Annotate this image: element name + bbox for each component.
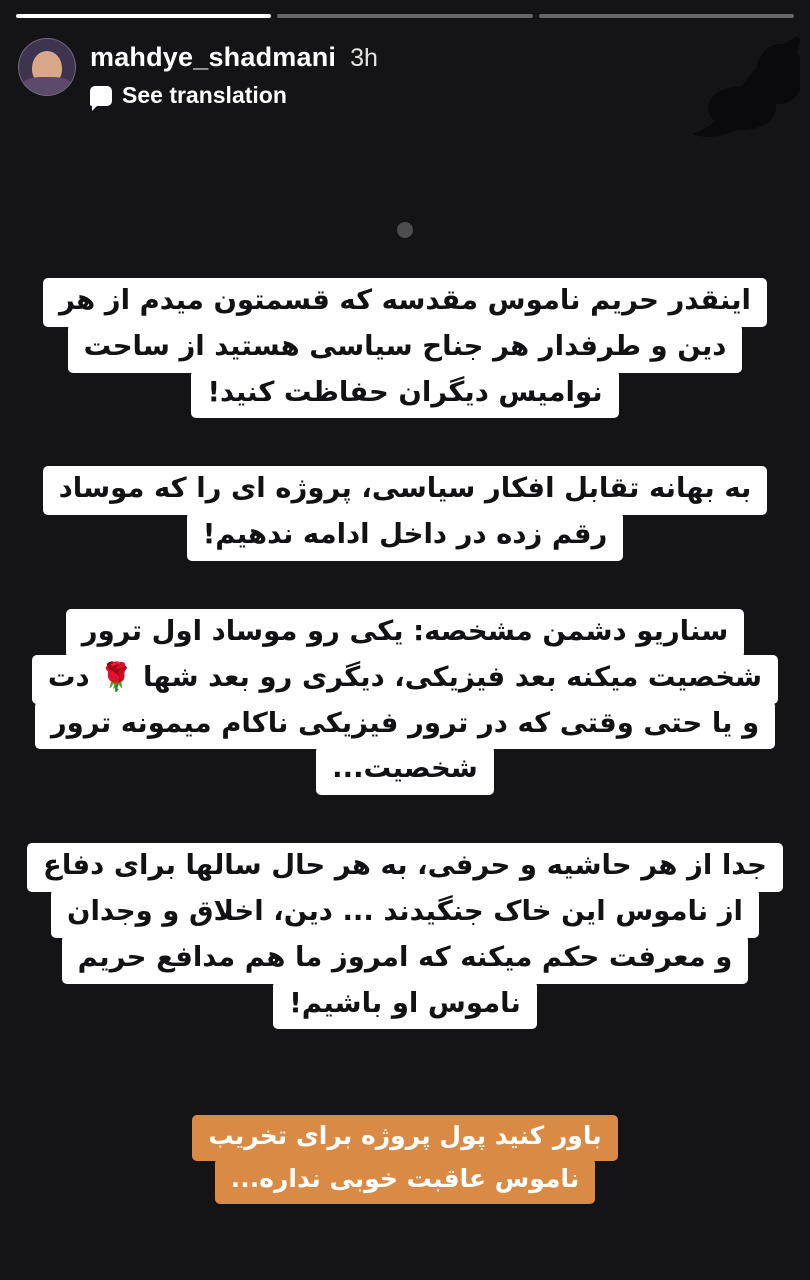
highlight-text-block bbox=[0, 1115, 810, 1204]
text-line: شخصیت میکنه بعد فیزیکی، دیگری رو بعد شها 🌹 دت bbox=[32, 655, 778, 704]
text-line: ناموس او باشیم! bbox=[273, 981, 537, 1030]
story-progress-bar bbox=[16, 14, 794, 18]
text-line: و معرفت حکم میکنه که امروز ما هم مدافع حریم bbox=[62, 935, 749, 984]
story-center-dot bbox=[397, 222, 413, 238]
progress-segment[interactable] bbox=[277, 14, 532, 18]
username[interactable]: mahdye_shadmani bbox=[90, 42, 337, 72]
see-translation-button[interactable] bbox=[90, 82, 378, 109]
progress-segment[interactable] bbox=[16, 14, 271, 18]
text-line: سناریو دشمن مشخصه: یکی رو موساد اول ترور bbox=[66, 609, 745, 658]
avatar-scarf bbox=[21, 77, 73, 96]
progress-segment[interactable] bbox=[539, 14, 794, 18]
highlight-text-line: ناموس عاقبت خوبی نداره... bbox=[215, 1158, 595, 1204]
text-line: رقم زده در داخل ادامه ندهیم! bbox=[187, 512, 624, 561]
text-line: شخصیت... bbox=[316, 746, 494, 795]
story-text-blocks bbox=[0, 278, 810, 1204]
text-line: دین و طرفدار هر جناح سیاسی هستید از ساحت bbox=[68, 324, 743, 373]
text-line: جدا از هر حاشیه و حرفی، به هر حال سالها برای دفاع bbox=[27, 843, 783, 892]
story-header bbox=[18, 38, 792, 109]
text-block bbox=[0, 843, 810, 1029]
text-block bbox=[0, 278, 810, 418]
text-line: نوامیس دیگران حفاظت کنید! bbox=[191, 370, 618, 419]
timestamp: 3h bbox=[350, 44, 378, 72]
text-line: به بهانه تقابل افکار سیاسی، پروژه ای را که موساد bbox=[43, 466, 768, 515]
speech-bubble-icon bbox=[90, 86, 112, 106]
text-line: و یا حتی وقتی که در ترور فیزیکی ناکام میمونه ترور bbox=[35, 701, 775, 750]
text-line: از ناموس این خاک جنگیدند ... دین، اخلاق و وجدان bbox=[51, 889, 759, 938]
avatar[interactable] bbox=[18, 38, 76, 96]
see-translation-label: See translation bbox=[122, 82, 287, 108]
text-block bbox=[0, 466, 810, 561]
author-row bbox=[90, 42, 378, 73]
highlight-text-line: باور کنید پول پروژه برای تخریب bbox=[192, 1115, 617, 1161]
text-block bbox=[0, 609, 810, 795]
text-line: اینقدر حریم ناموس مقدسه که قسمتون میدم از هر bbox=[43, 278, 767, 327]
